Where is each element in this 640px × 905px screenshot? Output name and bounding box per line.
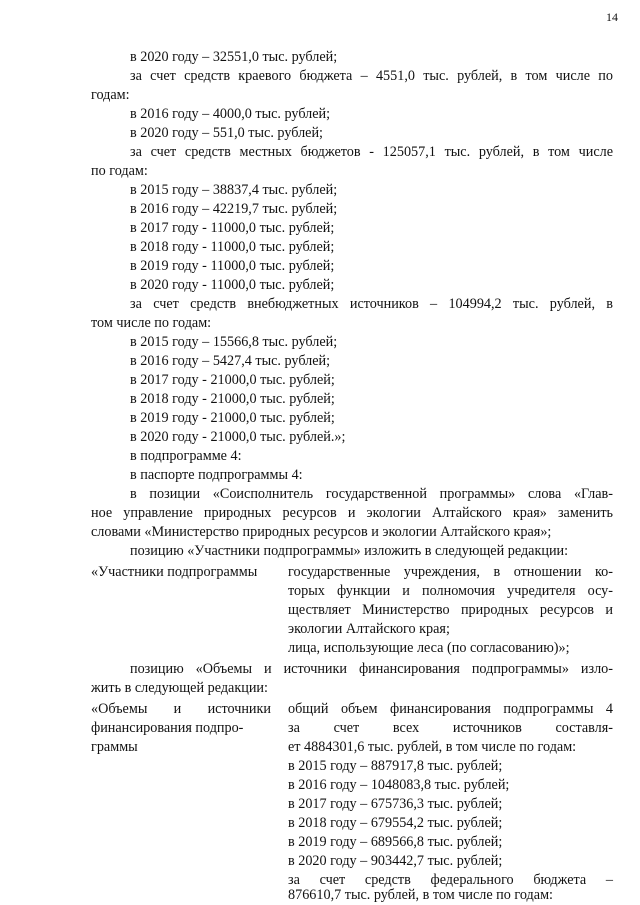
text-line: жить в следующей редакции: — [91, 680, 268, 696]
text-line: позицию «Участники подпрограммы» изложить в следующей редакции: — [130, 543, 569, 559]
text-line: в 2019 году - 11000,0 тыс. рублей; — [130, 258, 335, 274]
table-cell-label: «Участники подпрограммы — [91, 564, 258, 580]
text-line: ное управление природных ресурсов и экологии Алтайского края» заменить — [91, 505, 613, 521]
table-cell-value: в 2016 году – 1048083,8 тыс. рублей; — [288, 777, 510, 793]
table-cell-value: экологии Алтайского края; — [288, 621, 450, 637]
page-number: 14 — [606, 10, 618, 24]
table-cell-label: граммы — [91, 739, 138, 755]
text-line: в 2018 году - 11000,0 тыс. рублей; — [130, 239, 335, 255]
text-line: в 2017 году - 11000,0 тыс. рублей; — [130, 220, 335, 236]
text-line: в паспорте подпрограммы 4: — [130, 467, 303, 483]
table-cell-value: общий объем финансирования подпрограммы 4 — [288, 701, 613, 717]
table-cell-value: за счет средств федерального бюджета – — [288, 872, 613, 888]
table-cell-label: финансирования подпро- — [91, 720, 244, 736]
table-cell-value: лица, использующие леса (по согласованию)»; — [288, 640, 570, 656]
text-line: годам: — [91, 87, 130, 103]
text-line: позицию «Объемы и источники финансирования подпрограммы» изло- — [130, 661, 613, 677]
table-cell-value: в 2020 году – 903442,7 тыс. рублей; — [288, 853, 503, 869]
text-line: в 2015 году – 15566,8 тыс. рублей; — [130, 334, 338, 350]
text-line: в 2017 году - 21000,0 тыс. рублей; — [130, 372, 335, 388]
text-line: в 2016 году – 5427,4 тыс. рублей; — [130, 353, 331, 369]
table-cell-value: за счет всех источников составля- — [288, 720, 613, 736]
text-line: в позиции «Соисполнитель государственной программы» слова «Глав- — [130, 486, 613, 502]
text-line: за счет средств внебюджетных источников – 104994,2 тыс. рублей, в — [130, 296, 613, 312]
text-line: в 2020 году - 21000,0 тыс. рублей.»; — [130, 429, 346, 445]
text-line: в 2020 году - 11000,0 тыс. рублей; — [130, 277, 335, 293]
table-cell-value: в 2018 году – 679554,2 тыс. рублей; — [288, 815, 503, 831]
text-line: в 2016 году – 42219,7 тыс. рублей; — [130, 201, 338, 217]
table-cell-label: «Объемы и источники — [91, 701, 271, 717]
table-cell-value: 876610,7 тыс. рублей, в том числе по годам: — [288, 887, 553, 903]
text-line: в 2016 году – 4000,0 тыс. рублей; — [130, 106, 331, 122]
table-cell-value: в 2015 году – 887917,8 тыс. рублей; — [288, 758, 503, 774]
text-line: словами «Министерство природных ресурсов и экологии Алтайского края»; — [91, 524, 552, 540]
text-line: в 2015 году – 38837,4 тыс. рублей; — [130, 182, 338, 198]
table-cell-value: в 2017 году – 675736,3 тыс. рублей; — [288, 796, 503, 812]
text-line: в 2018 году - 21000,0 тыс. рублей; — [130, 391, 335, 407]
text-line: в 2020 году – 551,0 тыс. рублей; — [130, 125, 323, 141]
text-line: за счет средств краевого бюджета – 4551,0 тыс. рублей, в том числе по — [130, 68, 613, 84]
table-cell-value: в 2019 году – 689566,8 тыс. рублей; — [288, 834, 503, 850]
table-cell-value: торых функции и полномочия учредителя осу- — [288, 583, 613, 599]
table-cell-value: государственные учреждения, в отношении ко- — [288, 564, 613, 580]
text-line: том числе по годам: — [91, 315, 212, 331]
text-line: в 2020 году – 32551,0 тыс. рублей; — [130, 49, 338, 65]
text-line: в 2019 году - 21000,0 тыс. рублей; — [130, 410, 335, 426]
table-cell-value: ет 4884301,6 тыс. рублей, в том числе по годам: — [288, 739, 577, 755]
text-line: за счет средств местных бюджетов - 125057,1 тыс. рублей, в том числе — [130, 144, 613, 160]
table-cell-value: ществляет Министерство природных ресурсов и — [288, 602, 613, 618]
text-line: в подпрограмме 4: — [130, 448, 242, 464]
text-line: по годам: — [91, 163, 148, 179]
